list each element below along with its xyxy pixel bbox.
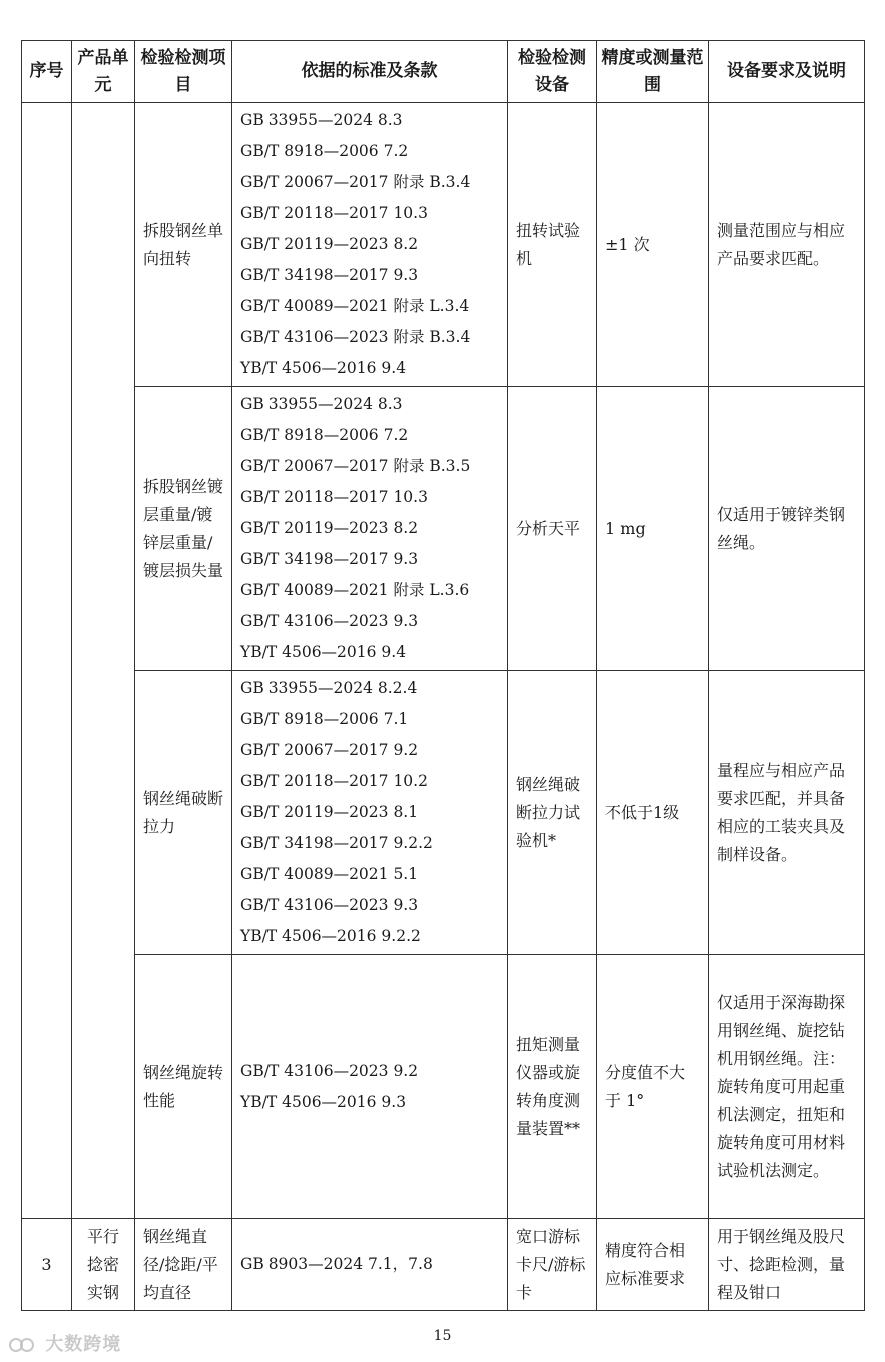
standard-line: GB/T 8918—2006 7.2 bbox=[240, 426, 409, 444]
header-equipment: 检验检测设备 bbox=[508, 41, 597, 103]
standard-line: GB/T 34198—2017 9.3 bbox=[240, 550, 419, 568]
item-cell: 拆股钢丝单向扭转 bbox=[135, 103, 232, 387]
item-cell: 钢丝绳旋转性能 bbox=[135, 955, 232, 1219]
requirement-cell: 仅适用于深海勘探用钢丝绳、旋挖钻机用钢丝绳。注：旋转角度可用起重机法测定，扭矩和旋转角度可用材料试验机法测定。 bbox=[709, 955, 865, 1219]
unit-cell: 平行捻密实钢 bbox=[72, 1219, 135, 1311]
equipment-cell: 宽口游标卡尺/游标卡 bbox=[508, 1219, 597, 1311]
item-cell: 钢丝绳直径/捻距/平均直径 bbox=[135, 1219, 232, 1311]
standard-line: GB/T 20118—2017 10.3 bbox=[240, 204, 428, 222]
header-unit: 产品单元 bbox=[72, 41, 135, 103]
standard-line: YB/T 4506—2016 9.3 bbox=[240, 1092, 407, 1111]
seq-cell: 3 bbox=[22, 1219, 72, 1311]
requirement-cell: 测量范围应与相应产品要求匹配。 bbox=[709, 103, 865, 387]
unit-cell-continued bbox=[72, 103, 135, 1219]
standard-line: GB/T 20118—2017 10.2 bbox=[240, 772, 428, 790]
table-row bbox=[22, 103, 865, 387]
standard-line: GB/T 8918—2006 7.2 bbox=[240, 142, 409, 160]
equipment-cell: 扭矩测量仪器或旋转角度测量装置** bbox=[508, 955, 597, 1219]
seq-cell-continued bbox=[22, 103, 72, 1219]
item-cell: 拆股钢丝镀层重量/镀锌层重量/镀层损失量 bbox=[135, 387, 232, 671]
item-cell: 钢丝绳破断拉力 bbox=[135, 671, 232, 955]
requirement-cell: 量程应与相应产品要求匹配，并具备相应的工装夹具及制样设备。 bbox=[709, 671, 865, 955]
table-row bbox=[22, 955, 865, 1219]
standard-line: GB/T 20119—2023 8.1 bbox=[240, 803, 419, 821]
precision-cell: 不低于1级 bbox=[597, 671, 709, 955]
standard-line: GB 33955—2024 8.2.4 bbox=[240, 679, 418, 697]
requirement-cell: 用于钢丝绳及股尺寸、捻距检测，量程及钳口 bbox=[709, 1219, 865, 1311]
standard-line: YB/T 4506—2016 9.2.2 bbox=[240, 927, 421, 945]
requirement-cell: 仅适用于镀锌类钢丝绳。 bbox=[709, 387, 865, 671]
standard-line: GB/T 20119—2023 8.2 bbox=[240, 235, 419, 253]
standard-cell bbox=[232, 1219, 508, 1311]
standard-line: GB 8903—2024 7.1，7.8 bbox=[240, 1255, 433, 1273]
equipment-cell: 钢丝绳破断拉力试验机* bbox=[508, 671, 597, 955]
header-seq: 序号 bbox=[22, 41, 72, 103]
precision-cell: 精度符合相应标准要求 bbox=[597, 1219, 709, 1311]
precision-cell: ±1 次 bbox=[597, 103, 709, 387]
standard-line: GB/T 40089—2021 5.1 bbox=[240, 865, 419, 883]
standard-line: GB/T 43106—2023 9.3 bbox=[240, 896, 419, 914]
table-row bbox=[22, 1219, 865, 1311]
precision-cell: 分度值不大于 1° bbox=[597, 955, 709, 1219]
standard-line: GB 33955—2024 8.3 bbox=[240, 395, 403, 413]
table-row bbox=[22, 671, 865, 955]
header-requirement: 设备要求及说明 bbox=[709, 41, 865, 103]
standard-line: GB/T 8918—2006 7.1 bbox=[240, 710, 409, 728]
standard-cell bbox=[232, 387, 508, 671]
standard-line: YB/T 4506—2016 9.4 bbox=[240, 359, 407, 377]
header-row bbox=[22, 41, 865, 103]
standard-line: GB/T 20067—2017 9.2 bbox=[240, 741, 419, 759]
standard-cell bbox=[232, 671, 508, 955]
page-number: 15 bbox=[433, 1328, 452, 1344]
standard-line: YB/T 4506—2016 9.4 bbox=[240, 643, 407, 661]
inspection-table bbox=[21, 40, 865, 1311]
header-item: 检验检测项目 bbox=[135, 41, 232, 103]
equipment-cell: 扭转试验机 bbox=[508, 103, 597, 387]
standard-cell bbox=[232, 103, 508, 387]
precision-cell: 1 mg bbox=[597, 387, 709, 671]
standard-line: GB/T 34198—2017 9.2.2 bbox=[240, 834, 433, 852]
standard-line: GB/T 20067—2017 附录 B.3.4 bbox=[240, 173, 471, 191]
watermark-text: 大数跨境 bbox=[45, 1334, 122, 1355]
standard-line: GB 33955—2024 8.3 bbox=[240, 111, 403, 129]
header-precision: 精度或测量范围 bbox=[597, 41, 709, 103]
standard-line: GB/T 43106—2023 附录 B.3.4 bbox=[240, 328, 471, 346]
standard-line: GB/T 40089—2021 附录 L.3.4 bbox=[240, 297, 470, 315]
standard-line: GB/T 20067—2017 附录 B.3.5 bbox=[240, 457, 471, 475]
standard-line: GB/T 43106—2023 9.3 bbox=[240, 612, 419, 630]
equipment-cell: 分析天平 bbox=[508, 387, 597, 671]
standard-cell bbox=[232, 955, 508, 1219]
header-standard: 依据的标准及条款 bbox=[232, 41, 508, 103]
standard-line: GB/T 43106—2023 9.2 bbox=[240, 1061, 419, 1080]
standard-line: GB/T 20119—2023 8.2 bbox=[240, 519, 419, 537]
standard-line: GB/T 40089—2021 附录 L.3.6 bbox=[240, 581, 470, 599]
table-row bbox=[22, 387, 865, 671]
standard-line: GB/T 34198—2017 9.3 bbox=[240, 266, 419, 284]
standard-line: GB/T 20118—2017 10.3 bbox=[240, 488, 428, 506]
